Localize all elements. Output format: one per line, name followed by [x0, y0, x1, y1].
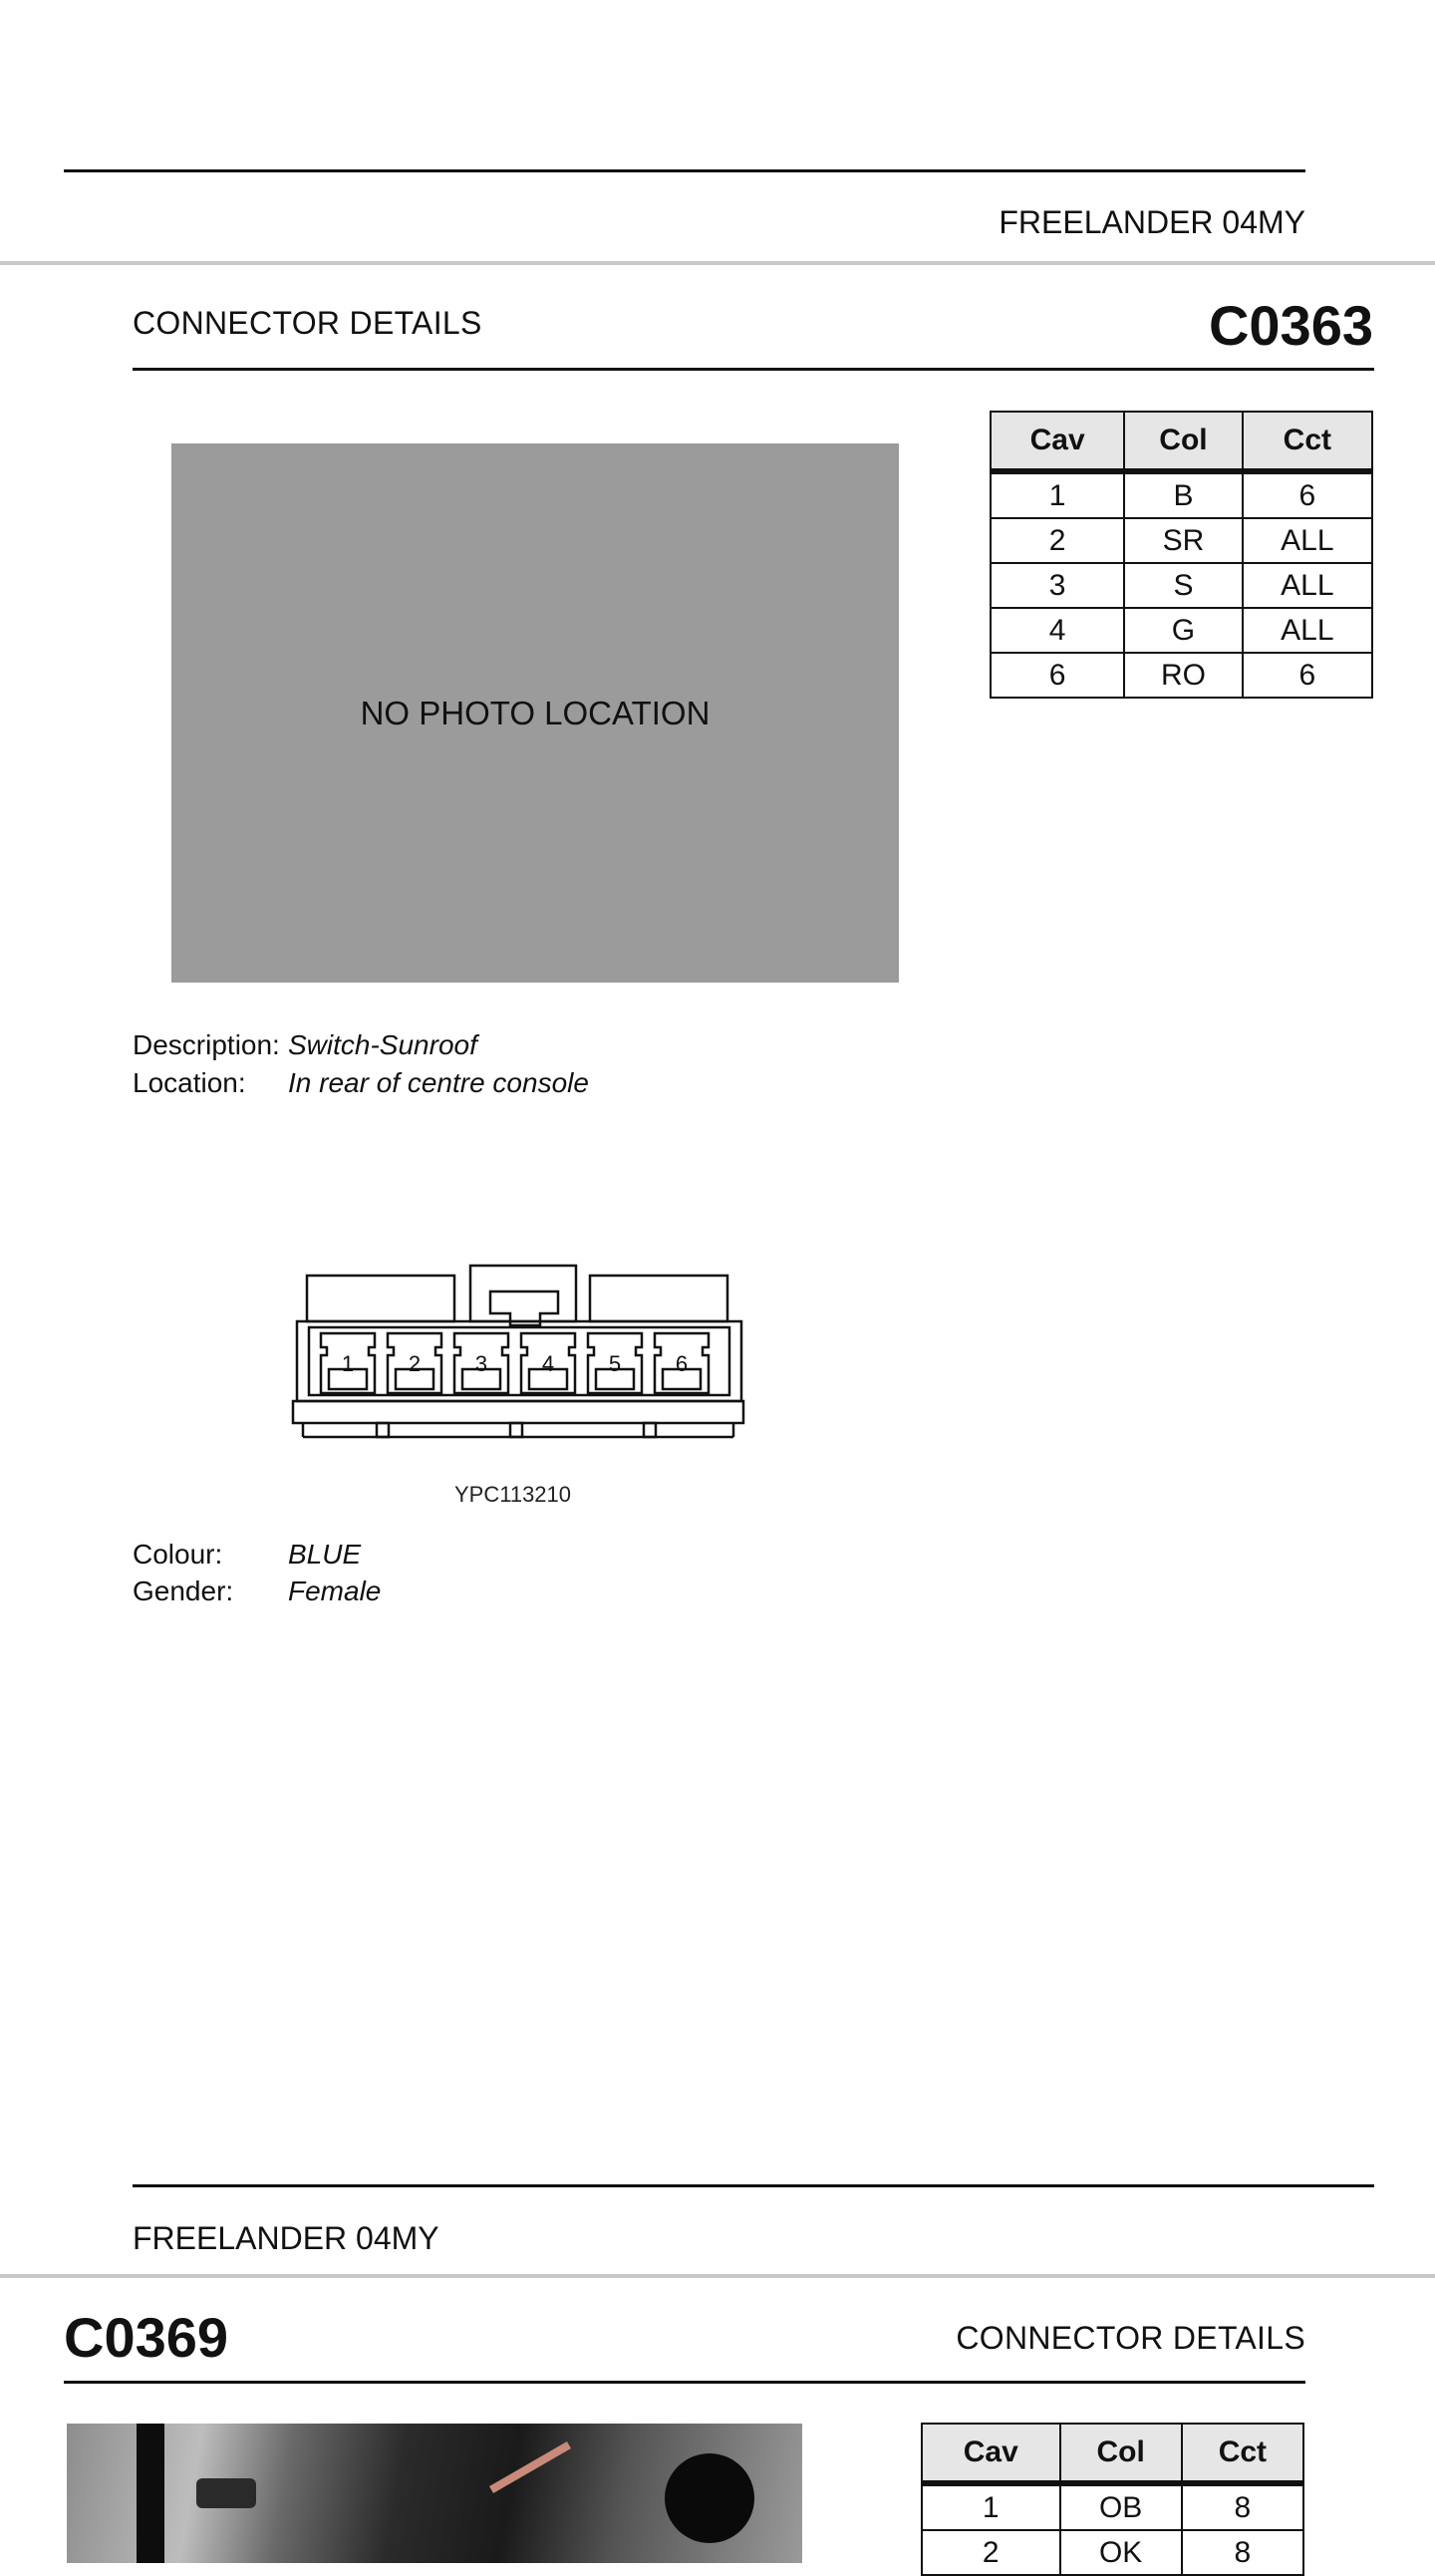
cell-cav: 1 — [991, 471, 1124, 518]
photo-clip — [196, 2478, 256, 2508]
pin-table-header — [991, 412, 1372, 471]
pin-table-header — [922, 2424, 1303, 2483]
diagram-foot — [377, 1423, 389, 1437]
table-row — [991, 518, 1372, 563]
header-cct: Cct — [1182, 2424, 1303, 2483]
cell-col: OB — [1060, 2483, 1182, 2530]
section-title: CONNECTOR DETAILS — [956, 2320, 1305, 2356]
diagram-foot — [510, 1423, 522, 1437]
cell-cct: 6 — [1243, 653, 1372, 698]
table-row — [991, 608, 1372, 653]
cavity-6 — [655, 1333, 709, 1393]
cell-cav: 2 — [991, 518, 1124, 563]
table-row — [922, 2530, 1303, 2575]
cell-cct: ALL — [1243, 563, 1372, 608]
gender-value: Female — [288, 1575, 382, 1606]
cell-cav: 4 — [991, 608, 1124, 653]
page-separator — [0, 2274, 1435, 2278]
cell-col: RO — [1124, 653, 1242, 698]
cell-cav: 3 — [991, 563, 1124, 608]
header-cav: Cav — [922, 2424, 1060, 2483]
top-rule — [64, 169, 1305, 172]
table-row — [991, 471, 1372, 518]
diagram-body-inner — [309, 1327, 729, 1395]
cell-col: OK — [1060, 2530, 1182, 2575]
description-label: Description: — [133, 1029, 280, 1060]
connector-photo — [67, 2424, 802, 2563]
header-col: Col — [1124, 412, 1242, 471]
diagram-right-tab — [590, 1276, 727, 1321]
photo-wire — [489, 2441, 571, 2493]
cell-col: S — [1124, 563, 1242, 608]
cavity-5 — [588, 1333, 642, 1393]
cavity-3 — [454, 1333, 508, 1393]
location-value: In rear of centre console — [288, 1067, 589, 1098]
cavity-4 — [521, 1333, 575, 1393]
header-cct: Cct — [1243, 412, 1372, 471]
header-col: Col — [1060, 2424, 1182, 2483]
cell-col: SR — [1124, 518, 1242, 563]
cell-cav: 1 — [922, 2483, 1060, 2530]
table-row — [922, 2483, 1303, 2530]
photo-cable — [137, 2424, 164, 2563]
table-row — [991, 653, 1372, 698]
cavity-number: 3 — [474, 1351, 488, 1376]
diagram-pins — [321, 1333, 709, 1393]
cavity-number: 4 — [541, 1351, 555, 1376]
cavity-number: 2 — [408, 1351, 422, 1376]
cavity-1 — [321, 1333, 375, 1393]
connector-code: C0363 — [1208, 294, 1373, 357]
cell-cct: ALL — [1243, 608, 1372, 653]
part-number: YPC113210 — [454, 1482, 572, 1507]
description-value: Switch-Sunroof — [288, 1029, 477, 1060]
photo-placeholder-text: NO PHOTO LOCATION — [360, 694, 711, 731]
photo-placeholder — [171, 443, 899, 983]
section-rule — [133, 368, 1374, 371]
pin-table — [921, 2423, 1304, 2576]
cell-cct: 6 — [1243, 471, 1372, 518]
header-cav: Cav — [991, 412, 1124, 471]
pin-table — [990, 411, 1373, 699]
cell-cct: 8 — [1182, 2530, 1303, 2575]
cell-cav: 2 — [922, 2530, 1060, 2575]
cavity-2 — [388, 1333, 441, 1393]
bottom-rule — [133, 2184, 1374, 2187]
diagram-latch — [470, 1266, 576, 1321]
connector-diagram — [289, 1256, 747, 1465]
page-brand-header: FREELANDER 04MY — [999, 204, 1305, 240]
section-title: CONNECTOR DETAILS — [133, 305, 482, 341]
cavity-number: 6 — [675, 1351, 689, 1376]
gender-label: Gender: — [133, 1575, 234, 1606]
cell-col: G — [1124, 608, 1242, 653]
diagram-foot — [644, 1423, 656, 1437]
cavity-number: 5 — [608, 1351, 622, 1376]
table-row — [991, 563, 1372, 608]
colour-label: Colour: — [133, 1539, 223, 1570]
page-separator — [0, 261, 1435, 265]
colour-value: BLUE — [288, 1539, 362, 1570]
cavity-number: 1 — [341, 1351, 355, 1376]
photo-hole — [665, 2453, 754, 2543]
cell-cct: ALL — [1243, 518, 1372, 563]
cell-cav: 6 — [991, 653, 1124, 698]
location-label: Location: — [133, 1067, 246, 1098]
cell-cct: 8 — [1182, 2483, 1303, 2530]
cell-col: B — [1124, 471, 1242, 518]
diagram-left-tab — [307, 1276, 454, 1321]
page-brand-footer: FREELANDER 04MY — [133, 2220, 439, 2256]
diagram-base — [293, 1401, 743, 1423]
connector-code: C0369 — [64, 2306, 229, 2369]
section-rule — [64, 2381, 1305, 2384]
